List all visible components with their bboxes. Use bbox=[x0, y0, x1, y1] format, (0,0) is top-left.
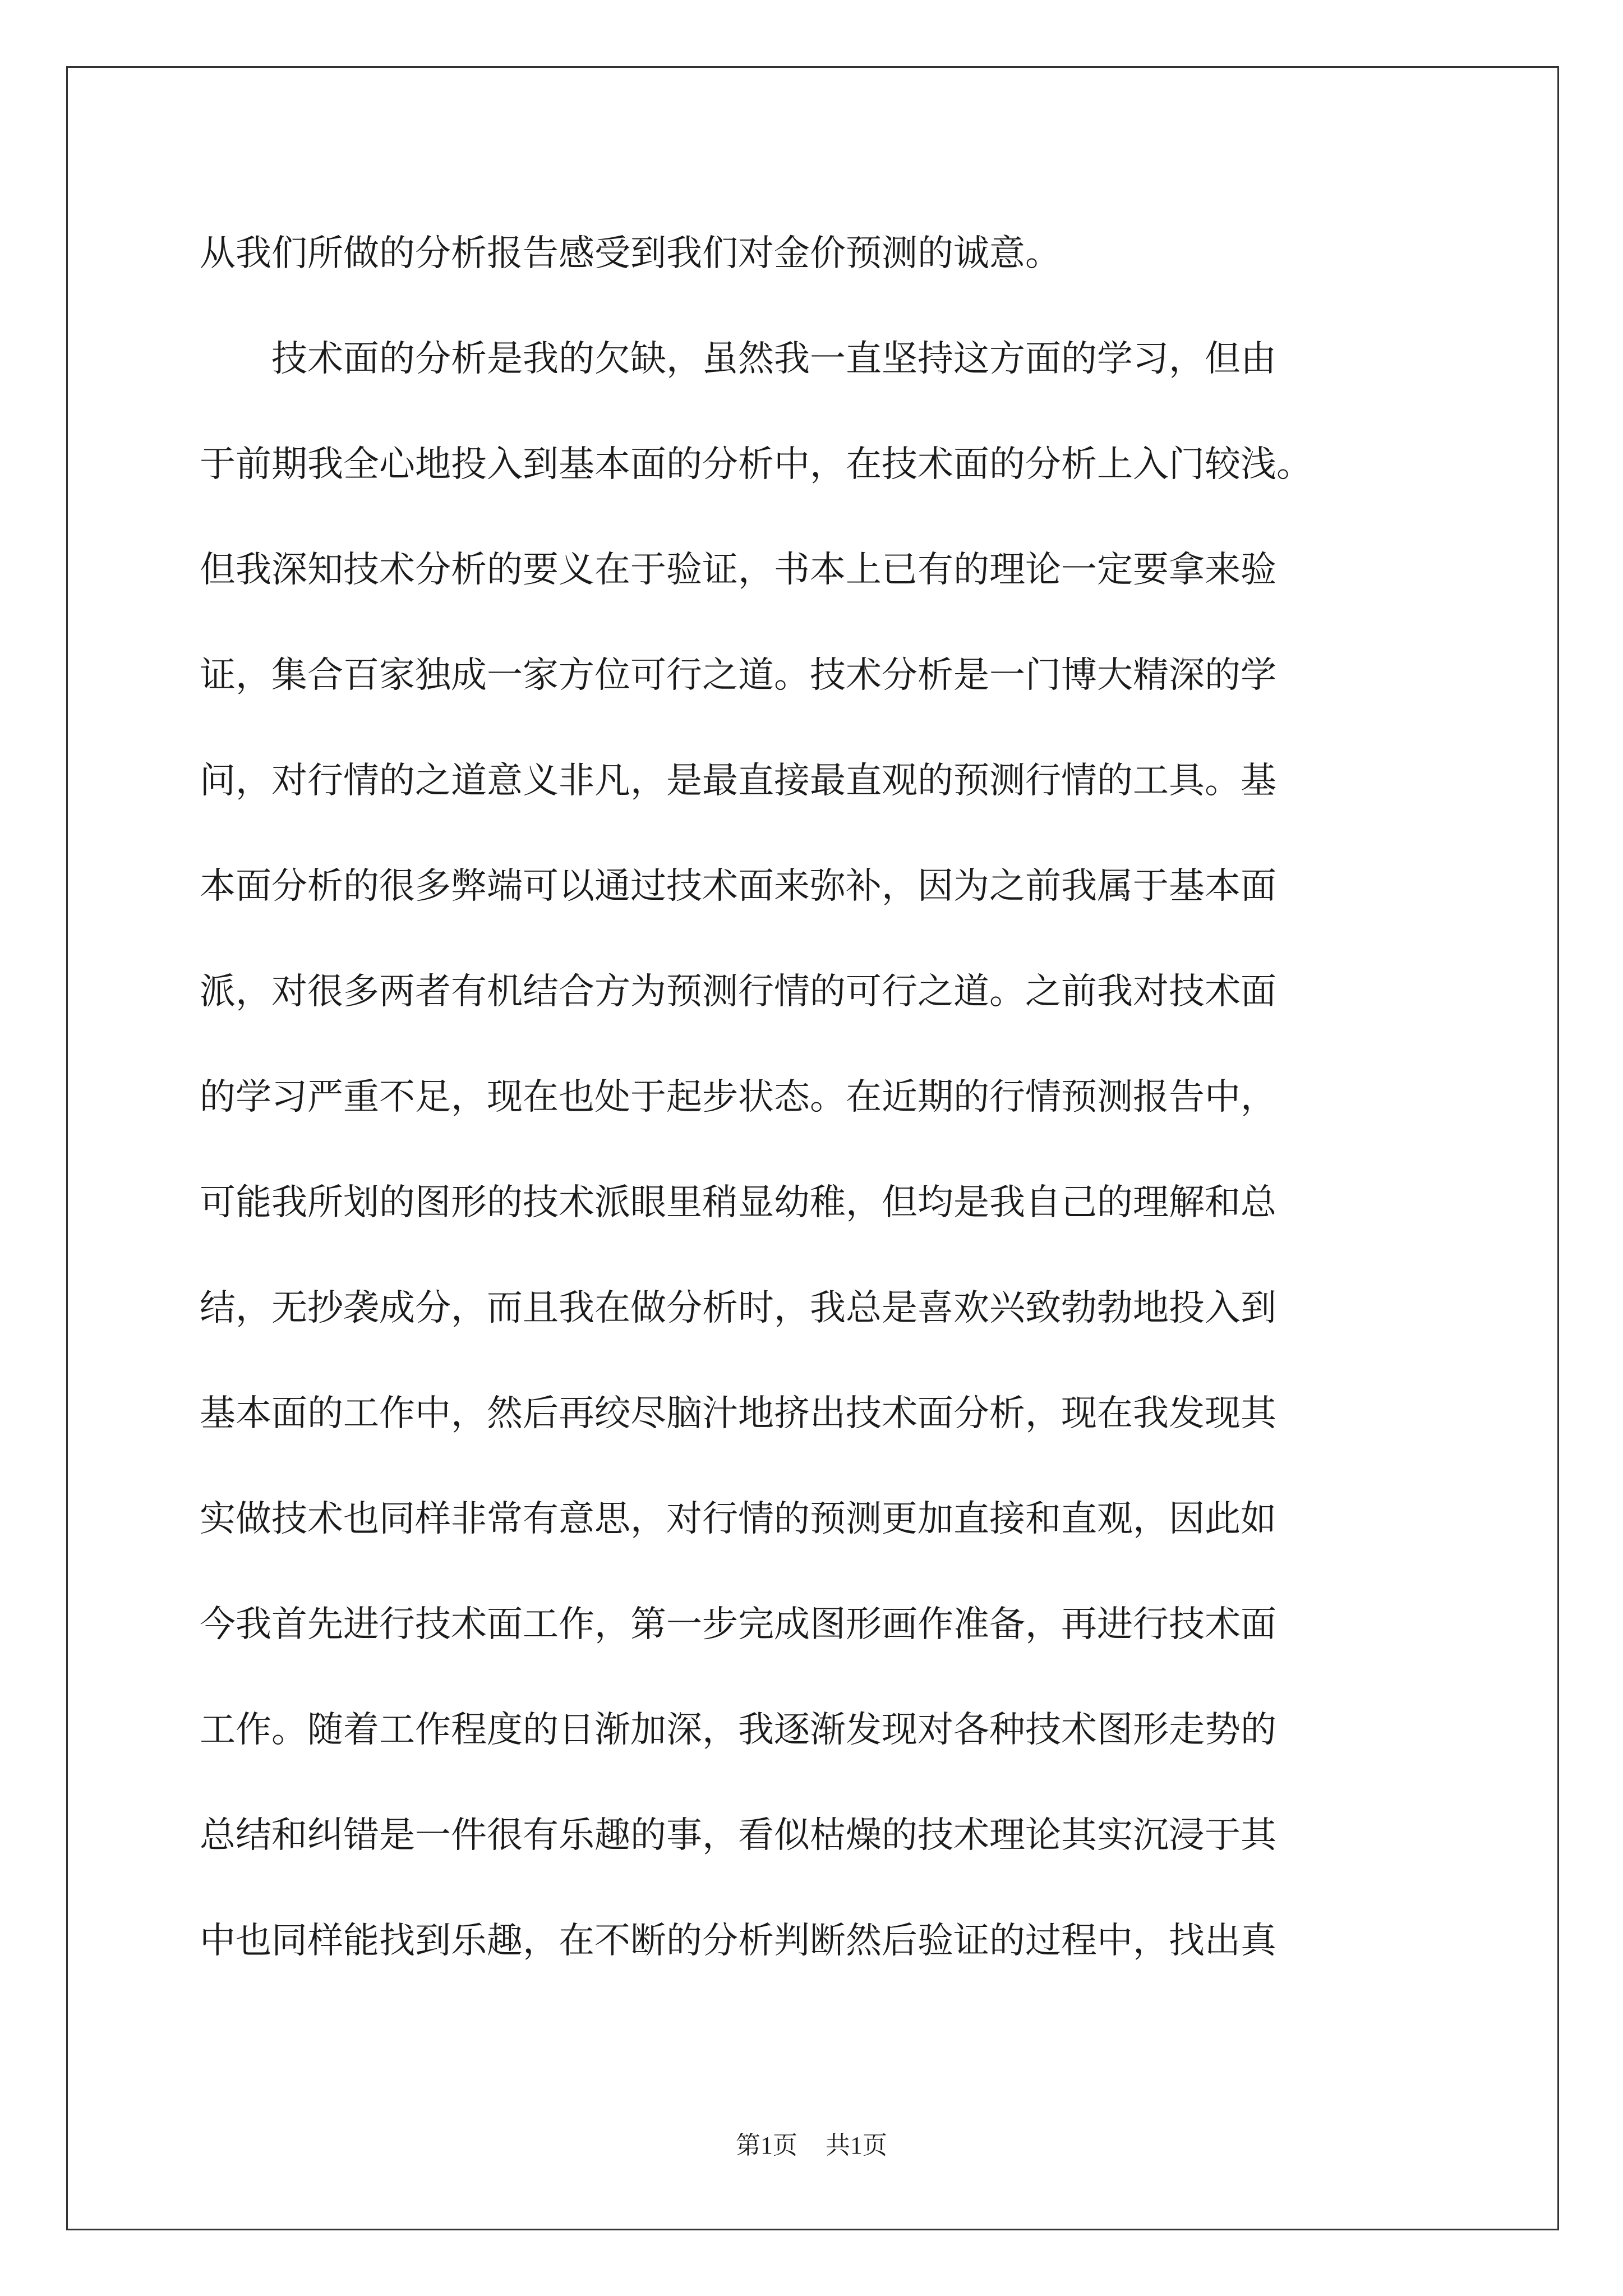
body-line: 总结和纠错是一件很有乐趣的事，看似枯燥的技术理论其实沉浸于其 bbox=[200, 1815, 1276, 1856]
body-line: 结，无抄袭成分，而且我在做分析时，我总是喜欢兴致勃勃地投入到 bbox=[200, 1287, 1276, 1329]
body-line: 可能我所划的图形的技术派眼里稍显幼稚，但均是我自己的理解和总 bbox=[200, 1182, 1276, 1223]
body-line: 但我深知技术分析的要义在于验证，书本上已有的理论一定要拿来验 bbox=[200, 549, 1276, 591]
body-line: 派，对很多两者有机结合方为预测行情的可行之道。之前我对技术面 bbox=[200, 971, 1276, 1013]
body-line: 的学习严重不足，现在也处于起步状态。在近期的行情预测报告中， bbox=[200, 1076, 1276, 1118]
body-line: 从我们所做的分析报告感受到我们对金价预测的诚意。 bbox=[200, 233, 1061, 274]
page-total: 共1页 bbox=[826, 2132, 887, 2159]
document-body bbox=[200, 201, 1433, 1994]
body-line: 于前期我全心地投入到基本面的分析中，在技术面的分析上入门较浅。 bbox=[200, 444, 1312, 485]
page-number: 第1页 bbox=[736, 2132, 797, 2159]
body-line: 实做技术也同样非常有意思，对行情的预测更加直接和直观，因此如 bbox=[200, 1498, 1276, 1540]
body-line: 今我首先进行技术面工作，第一步完成图形画作准备，再进行技术面 bbox=[200, 1604, 1276, 1645]
body-line: 问，对行情的之道意义非凡，是最直接最直观的预测行情的工具。基 bbox=[200, 760, 1276, 802]
body-line: 本面分析的很多弊端可以通过技术面来弥补，因为之前我属于基本面 bbox=[200, 866, 1276, 907]
body-line: 技术面的分析是我的欠缺，虽然我一直坚持这方面的学习，但由 bbox=[200, 338, 1276, 380]
body-line: 基本面的工作中，然后再绞尽脑汁地挤出技术面分析，现在我发现其 bbox=[200, 1393, 1276, 1434]
body-line: 中也同样能找到乐趣，在不断的分析判断然后验证的过程中，找出真 bbox=[200, 1920, 1276, 1962]
body-line: 工作。随着工作程度的日渐加深，我逐渐发现对各种技术图形走势的 bbox=[200, 1709, 1276, 1751]
body-line: 证，集合百家独成一家方位可行之道。技术分析是一门博大精深的学 bbox=[200, 655, 1276, 696]
page-footer bbox=[0, 2129, 1623, 2162]
